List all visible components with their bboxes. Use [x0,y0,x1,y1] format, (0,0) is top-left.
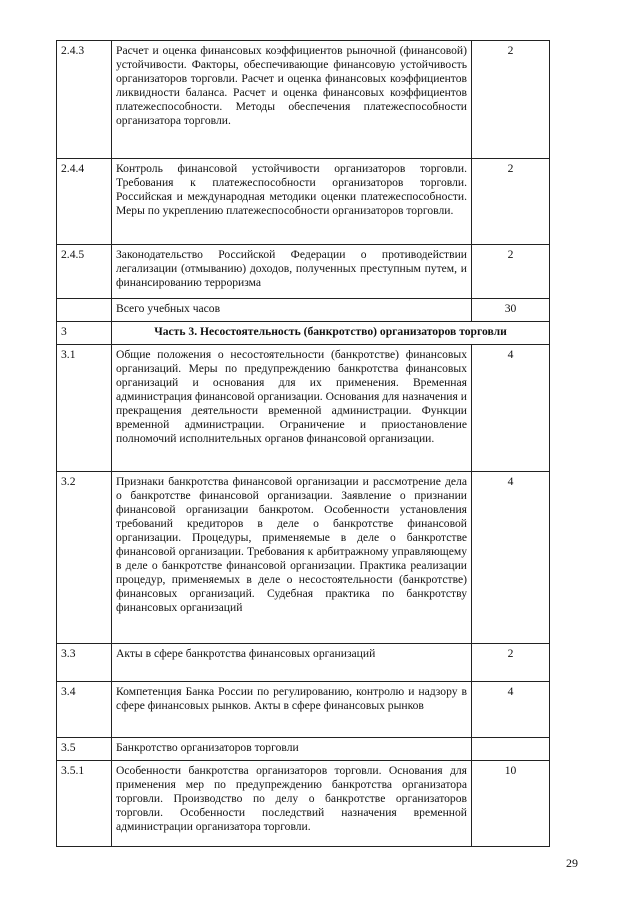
row-number-cell: 3.4 [57,682,112,738]
row-topic-cell: Особенности банкротства организаторов торговли. Основания для применения мер по предупреждению банкротства организатора торговли. Производство по делу о банкротстве организаторов торговли. Особенности последствий назначения временной администрации организатора торговли. [112,761,472,847]
row-number-cell [57,299,112,322]
row-topic-cell: Контроль финансовой устойчивости организаторов торговли. Требования к платежеспособности организаторов торговли. Российская и международная методики оценки платежеспособности. Меры по укреплению платежеспособности организаторов торговли. [112,159,472,245]
row-number-cell: 2.4.3 [57,41,112,159]
page-number: 29 [566,856,578,870]
part-number-cell: 3 [57,322,112,345]
row-hours-cell: 2 [472,159,550,245]
row-topic-cell: Расчет и оценка финансовых коэффициентов рыночной (финансовой) устойчивости. Факторы, обеспечивающие финансовую устойчивость организаторов торговли. Расчет и оценка финансовых коэффициентов ликвидности баланса. Расчет и оценка финансовых коэффициентов платежеспособности. Методы обеспечения платежеспособности организатора торговли. [112,41,472,159]
row-hours-cell: 4 [472,472,550,644]
row-topic-cell: Общие положения о несостоятельности (банкротстве) финансовых организаций. Меры по предупреждению банкротства финансовых организаций и основания для их применения. Временная администрация финансовой организации. Основания для назначения и прекращения деятельности временной администрации. Функции временной администрации. Ограничение и приостановление полномочий исполнительных органов финансовой организации. [112,345,472,472]
row-hours-cell [472,738,550,761]
row-topic-cell: Банкротство организаторов торговли [112,738,472,761]
table-row-part-heading [57,322,550,345]
row-hours-cell: 2 [472,41,550,159]
total-hours-label: Всего учебных часов [112,299,472,322]
row-hours-cell: 2 [472,245,550,299]
row-hours-cell: 4 [472,682,550,738]
row-hours-cell: 4 [472,345,550,472]
table-row [57,472,550,644]
table-row-total [57,299,550,322]
row-topic-cell: Акты в сфере банкротства финансовых организаций [112,644,472,682]
row-number-cell: 3.5 [57,738,112,761]
total-hours-value: 30 [472,299,550,322]
row-topic-cell: Признаки банкротства финансовой организации и рассмотрение дела о банкротстве финансовой организации. Заявление о признании финансовой организации банкротом. Особенности установления требований кредиторов в деле о банкротстве финансовой организации. Процедуры, применяемые в деле о банкротстве финансовой организации. Требования к арбитражному управляющему в деле о банкротстве финансовой организации. Практика реализации процедур, применяемых в деле о несостоятельности (банкротстве) финансовых организаций. Судебная практика по банкротству финансовых организаций [112,472,472,644]
table-row [57,738,550,761]
row-hours-cell: 2 [472,644,550,682]
row-topic-cell: Законодательство Российской Федерации о противодействии легализации (отмыванию) доходов, полученных преступным путем, и финансированию терроризма [112,245,472,299]
row-number-cell: 3.2 [57,472,112,644]
row-number-cell: 2.4.5 [57,245,112,299]
table-row [57,245,550,299]
row-number-cell: 3.3 [57,644,112,682]
table-row [57,682,550,738]
curriculum-table [56,40,550,847]
row-number-cell: 3.5.1 [57,761,112,847]
table-row [57,159,550,245]
part-heading: Часть 3. Несостоятельность (банкротство) организаторов торговли [112,322,550,345]
curriculum-table-body [57,41,550,847]
table-row [57,644,550,682]
table-row [57,761,550,847]
table-row [57,41,550,159]
row-topic-cell: Компетенция Банка России по регулированию, контролю и надзору в сфере финансовых рынков. Акты в сфере финансовых рынков [112,682,472,738]
row-number-cell: 2.4.4 [57,159,112,245]
row-number-cell: 3.1 [57,345,112,472]
row-hours-cell: 10 [472,761,550,847]
table-row [57,345,550,472]
